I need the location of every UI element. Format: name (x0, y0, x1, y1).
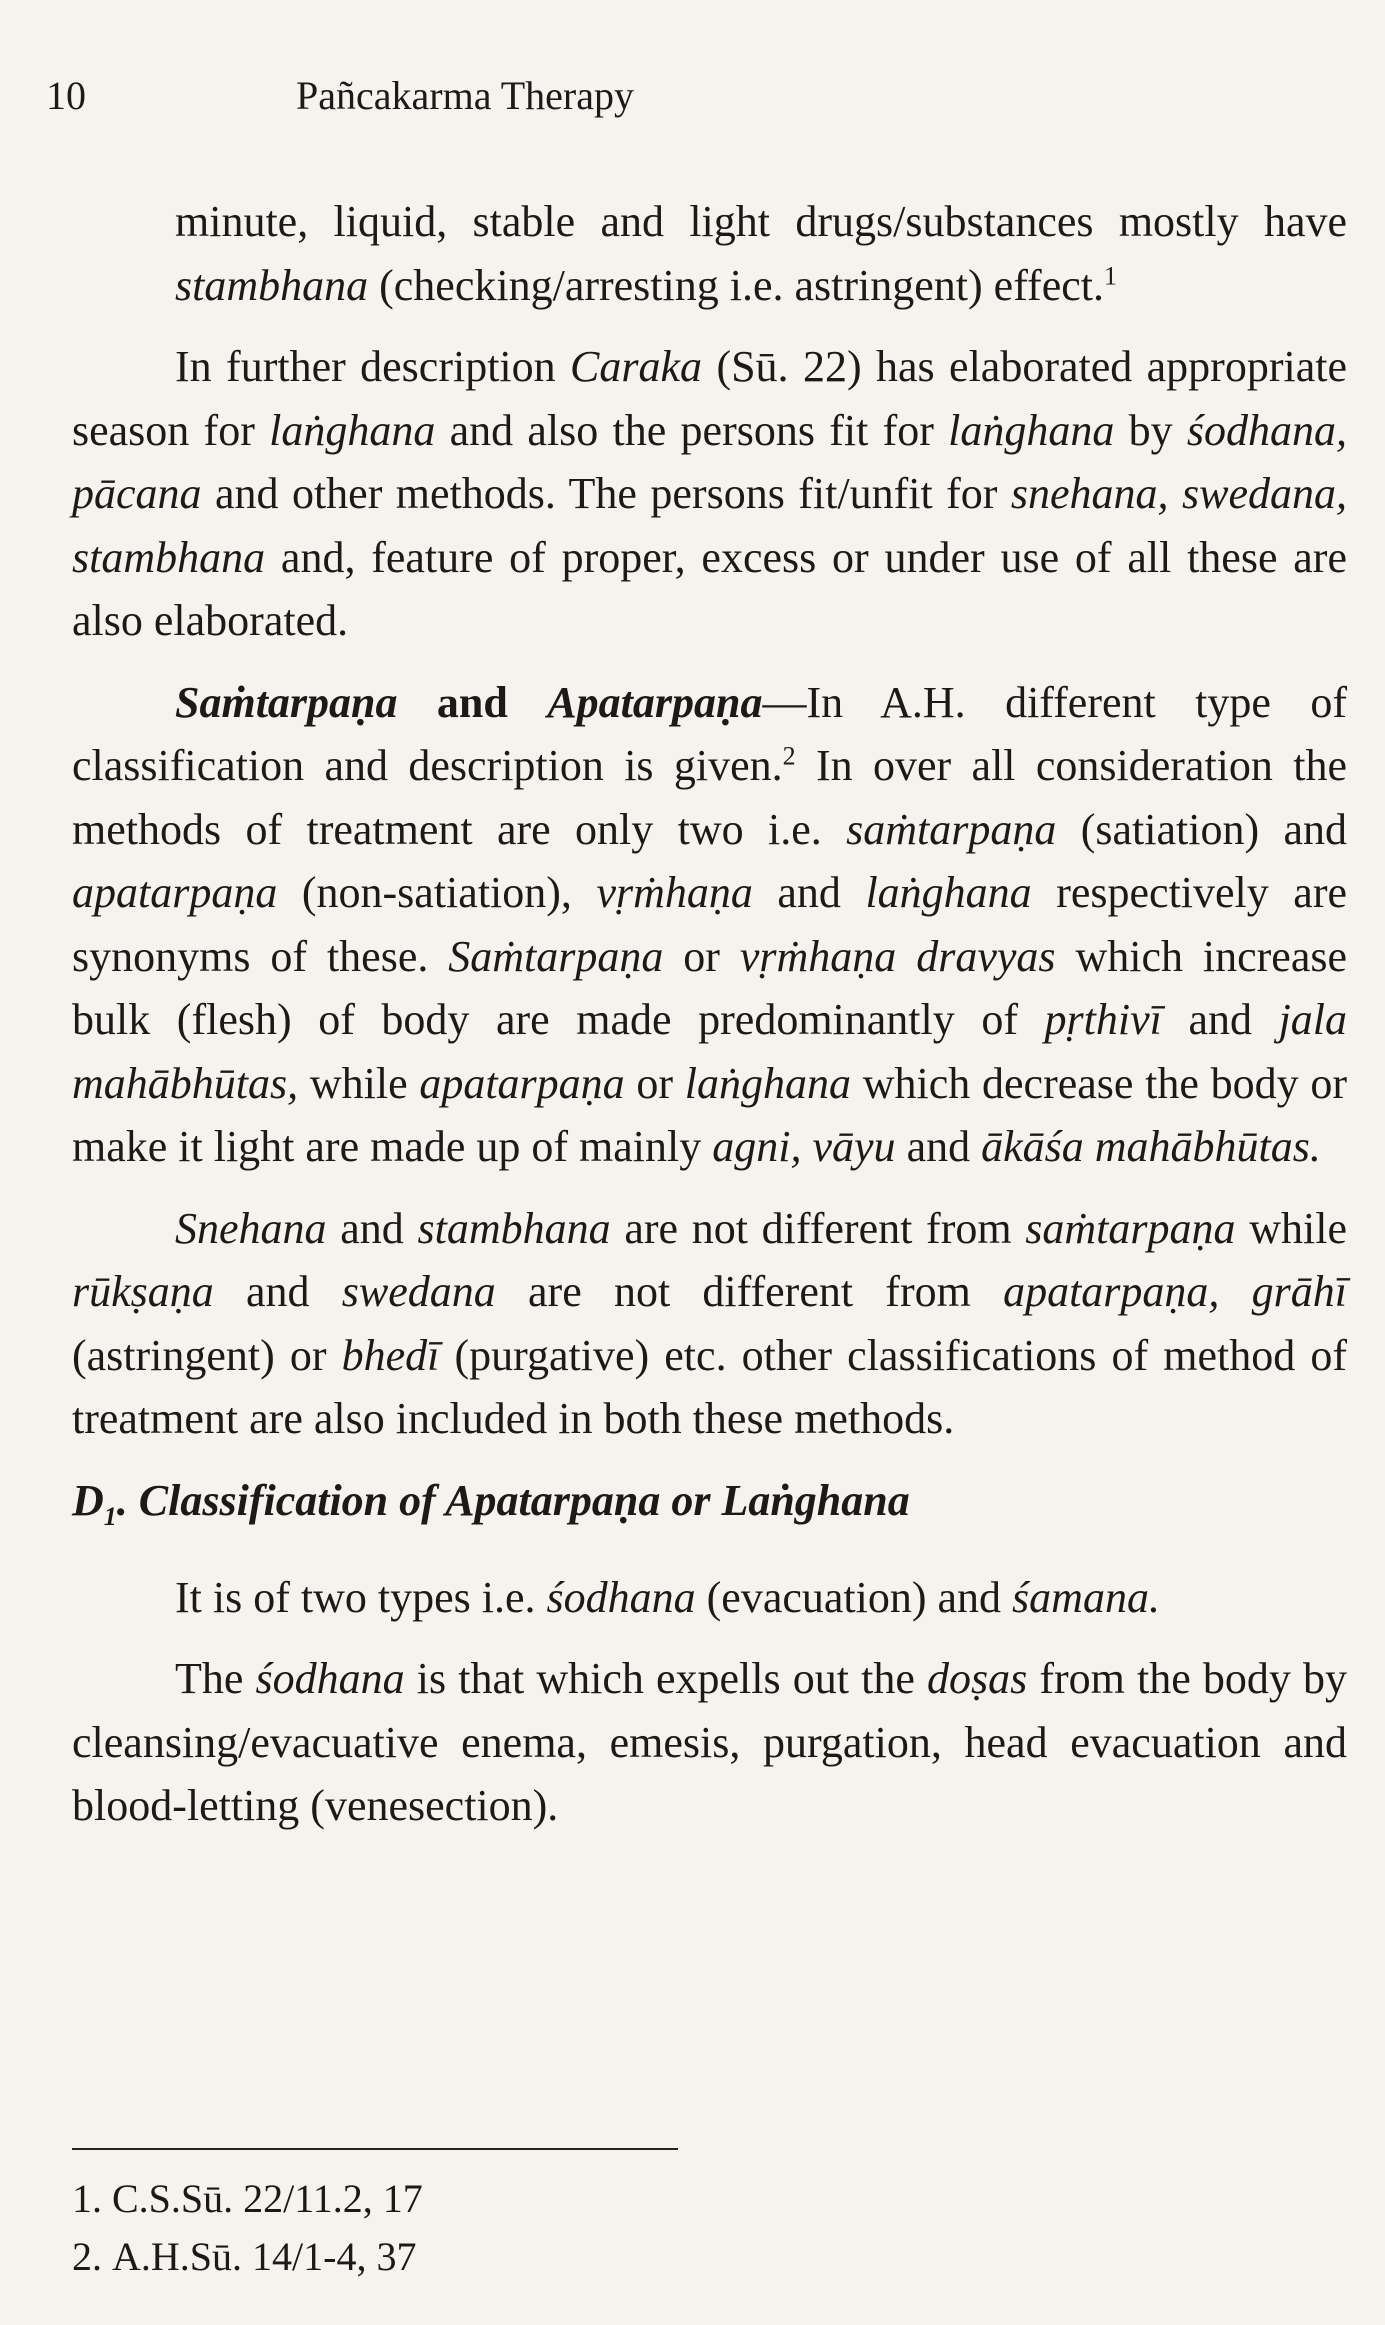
text-run: are not different from (495, 1267, 1004, 1316)
text-run: and (1161, 995, 1279, 1044)
footnote-item (72, 2170, 423, 2228)
italic-term: śodhana (255, 1654, 405, 1704)
italic-term: śodhana (546, 1572, 696, 1622)
text-run: minute, liquid, stable and light drugs/substances mostly have (175, 197, 1347, 246)
text-run: (non-satiation), (277, 868, 597, 917)
italic-term: Caraka (570, 342, 703, 391)
run-in-heading: and (397, 677, 548, 727)
text-run: —In A.H. different type of classification and description is given. (72, 677, 1347, 790)
text-run: and other methods. The persons fit/unfit for (201, 469, 1011, 518)
text-run: or (624, 1058, 685, 1108)
text-run: while (298, 1058, 420, 1108)
italic-term: jala mahābhūtas, (72, 995, 1348, 1108)
italic-term: laṅghana (865, 868, 1032, 917)
italic-term: śamana. (1012, 1572, 1160, 1622)
italic-term: vṛṁhaṇa (596, 868, 753, 917)
text-run: and, feature of proper, excess or under use of all these are also elaborated. (72, 532, 1347, 645)
running-title: Pañcakarma Therapy (296, 73, 634, 118)
body-text (72, 190, 1347, 1856)
text-run: (purgative) etc. other classifications of method of treatment are also included in both these methods. (72, 1330, 1347, 1443)
text-run: It is of two types i.e. (175, 1572, 547, 1622)
italic-term: pṛthivī (1044, 995, 1162, 1044)
footnote-divider (72, 2148, 678, 2150)
text-run: respectively are synonyms of these. (72, 868, 1348, 981)
footnote-ref: 1 (1104, 260, 1117, 290)
italic-term: snehana, swedana, stambhana (72, 469, 1348, 582)
footnote-text: C.S.Sū. 22/11.2, 17 (112, 2176, 423, 2221)
text-run: and (326, 1203, 418, 1253)
running-header (0, 72, 1385, 132)
text-run: which decrease the body or make it light are made up of mainly (72, 1058, 1347, 1171)
text-run: and (213, 1267, 342, 1316)
heading-prefix: D (72, 1475, 104, 1525)
footnote-ref: 2 (782, 741, 796, 771)
italic-term: apatarpaṇa (72, 868, 278, 917)
text-run: (satiation) and (1056, 804, 1347, 854)
italic-term: doṣas (926, 1654, 1028, 1704)
text-run: and also the persons fit for (435, 405, 949, 455)
footnote-text: A.H.Sū. 14/1-4, 37 (112, 2234, 417, 2279)
heading-text: . Classification of Apatarpaṇa or Laṅghana (116, 1475, 910, 1525)
text-run: and (752, 868, 866, 917)
run-in-heading: Saṁtarpaṇa (175, 677, 398, 727)
text-run: by (1114, 405, 1187, 455)
text-run: which increase bulk (flesh) of body are made predominantly of (72, 931, 1348, 1044)
text-run: (astringent) or (72, 1330, 342, 1380)
text-run: from the body by cleansing/evacuative enema, emesis, purgation, head evacuation and blood-letting (venesection). (72, 1654, 1347, 1831)
text-run: The (175, 1654, 256, 1704)
paragraph-two-types (72, 1566, 1347, 1630)
italic-term: bhedī (341, 1330, 440, 1380)
text-run: and (895, 1122, 982, 1171)
run-in-heading: Apatarpaṇa (547, 677, 763, 727)
paragraph-continued (72, 190, 1347, 317)
italic-term: laṅghana (948, 405, 1115, 455)
text-run: is that which expells out the (404, 1654, 927, 1704)
italic-term: apatarpaṇa (419, 1058, 625, 1108)
paragraph-caraka (72, 335, 1347, 653)
heading-subscript: 1 (103, 1501, 117, 1531)
text-run: In further description (175, 342, 571, 391)
italic-term: śodhana, pācana (72, 405, 1348, 518)
footnotes (72, 2170, 423, 2286)
italic-term: stambhana (417, 1203, 611, 1253)
italic-term: saṁtarpaṇa (1025, 1203, 1236, 1253)
paragraph-samtarpana (72, 671, 1347, 1179)
italic-term: ākāśa mahābhūtas. (981, 1122, 1321, 1171)
text-run: are not different from (610, 1203, 1026, 1253)
italic-term: swedana (341, 1267, 496, 1316)
footnote-number: 1. (72, 2176, 102, 2221)
section-heading (72, 1469, 1347, 1548)
italic-term: laṅghana (684, 1058, 852, 1108)
italic-term: Saṁtarpaṇa (448, 931, 664, 981)
paragraph-sodhana (72, 1647, 1347, 1838)
text-run: (evacuation) and (695, 1572, 1013, 1622)
footnote-item (72, 2228, 423, 2286)
paragraph-snehana (72, 1197, 1347, 1451)
italic-term: stambhana (175, 260, 369, 310)
text-run: (checking/arresting i.e. astringent) effect. (368, 260, 1104, 310)
text-run: In over all consideration the methods of treatment are only two i.e. (72, 741, 1348, 854)
italic-term: apatarpaṇa, grāhī (1003, 1267, 1348, 1316)
text-run: while (1235, 1203, 1347, 1253)
italic-term: laṅghana (269, 405, 436, 455)
page-number: 10 (46, 73, 86, 118)
italic-term: vṛṁhaṇa dravyas (739, 931, 1056, 981)
italic-term: rūkṣaṇa (72, 1267, 214, 1316)
italic-term: agni, vāyu (712, 1122, 896, 1171)
text-run: or (663, 931, 740, 981)
footnote-number: 2. (72, 2234, 102, 2279)
italic-term: saṁtarpaṇa (846, 804, 1057, 854)
text-run: (Sū. 22) has elaborated appropriate season for (72, 342, 1347, 455)
italic-term: Snehana (175, 1203, 327, 1253)
